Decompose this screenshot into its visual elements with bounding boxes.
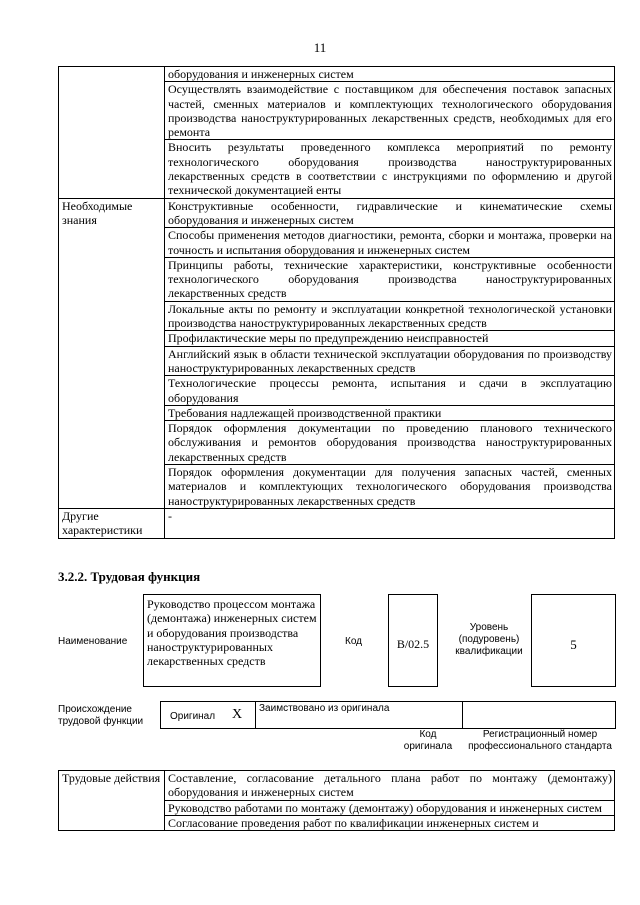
table-cell: Осуществлять взаимодействие с поставщиком для обеспечения поставок запасных частей, сменных материалов и комплектующих технологического оборудования производства наноструктурированных лекарственных средств, необходимых для его ремонта (165, 82, 615, 140)
level-label: Уровень (подуровень) квалификации (455, 622, 523, 657)
table-cell: - (165, 508, 615, 538)
table-cell: Английский язык в области технической эксплуатации оборудования по производству наноструктурированных лекарственных средств (165, 346, 615, 376)
original-label: Оригинал (170, 711, 216, 722)
row-label-knowledge: Необходимые знания (59, 198, 165, 508)
code-label: Код (345, 636, 363, 647)
borrowed-box (255, 701, 463, 729)
table-cell: Порядок оформления документации для получения запасных частей, сменных материалов и комплектующих технологического оборудования производства наноструктурированных лекарственных средств (165, 465, 615, 509)
table-row (59, 67, 615, 82)
level-box (531, 594, 616, 687)
table-cell: Способы применения методов диагностики, ремонта, сборки и монтажа, проверки на точность и испытания оборудования и инженерных систем (165, 228, 615, 258)
table-cell: оборудования и инженерных систем (165, 67, 615, 82)
name-label: Наименование (58, 636, 128, 647)
table-cell: Составление, согласование детального плана работ по монтажу (демонтажу) оборудования и инженерных систем (165, 771, 615, 801)
section-title: 3.2.2. Трудовая функция (58, 569, 201, 584)
table-cell: Конструктивные особенности, гидравлические и кинематические схемы оборудования и инженерных систем (165, 198, 615, 228)
knowledge-table (58, 66, 615, 539)
reg-number-caption: Регистрационный номер профессионального стандарта (468, 729, 612, 752)
row-label (59, 67, 165, 199)
origin-code-caption: Код оригинала (403, 729, 453, 752)
level-value: 5 (570, 637, 577, 652)
table-cell: Руководство работами по монтажу (демонтажу) оборудования и инженерных систем (165, 800, 615, 815)
row-label-other: Другие характеристики (59, 508, 165, 538)
table-cell: Порядок оформления документации по проведению планового технического обслуживания и ремонтов оборудования производства наноструктурированных лекарственных средств (165, 421, 615, 465)
origin-label: Происхождение трудовой функции (58, 704, 144, 727)
original-mark: X (232, 707, 243, 722)
table-row (59, 771, 615, 801)
function-name-box (143, 594, 321, 687)
reg-number-box (462, 701, 616, 729)
table-cell: Профилактические меры по предупреждению неисправностей (165, 331, 615, 346)
code-box (388, 594, 438, 687)
table-cell: Принципы работы, технические характеристики, конструктивные особенности технологического оборудования производства наноструктурированных лекарственных средств (165, 257, 615, 301)
table-cell: Вносить результаты проведенного комплекса мероприятий по ремонту технологического оборудования производства наноструктурированных лекарственных средств в соответствии с инструкциями по оформлению и другой технической документацией енты (165, 140, 615, 198)
labor-actions-table (58, 770, 615, 831)
page-number: 11 (313, 40, 327, 55)
table-row (59, 508, 615, 538)
borrowed-label: Заимствовано из оригинала (259, 703, 390, 714)
row-label-actions: Трудовые действия (59, 771, 165, 831)
table-cell: Технологические процессы ремонта, испытания и сдачи в эксплуатацию оборудования (165, 376, 615, 406)
table-cell: Локальные акты по ремонту и эксплуатации конкретной технологической установки производства наноструктурированных лекарственных средств (165, 301, 615, 331)
table-cell: Согласование проведения работ по квалификации инженерных систем и (165, 815, 615, 830)
function-name: Руководство процессом монтажа (демонтажа) инженерных систем и оборудования производства наноструктурированных лекарственных средств (147, 597, 317, 669)
table-cell: Требования надлежащей производственной практики (165, 405, 615, 420)
original-box (160, 701, 256, 729)
code-value: B/02.5 (396, 637, 430, 651)
table-row (59, 198, 615, 228)
